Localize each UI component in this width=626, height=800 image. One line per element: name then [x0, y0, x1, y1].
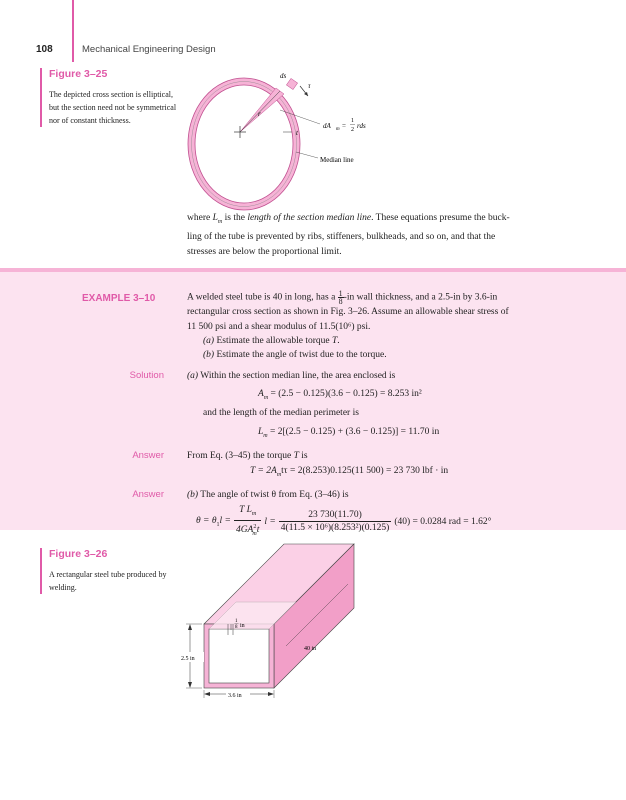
width-arrow-right	[268, 692, 274, 696]
label-t: t	[296, 129, 298, 137]
label-dAm-two: 2	[351, 127, 354, 133]
problem-line-2: rectangular cross section as shown in Fig. 3–26. Assume an allowable shear stress of	[187, 307, 509, 317]
problem-line-3: 11 500 psi and a shear modulus of 11.5(10⁶) psi.	[187, 322, 371, 332]
answer-1-label: Answer	[132, 450, 164, 461]
header-rule	[72, 0, 74, 62]
solution-label: Solution	[129, 370, 164, 381]
width-arrow-left	[204, 692, 210, 696]
figure-3-26-caption: A rectangular steel tube produced by welding.	[49, 570, 167, 592]
element-ds-box	[286, 78, 297, 89]
median-perimeter-text: and the length of the median perimeter is	[203, 408, 359, 418]
thickness-label-den: 8	[235, 625, 238, 630]
paragraph-line-2: ling of the tube is prevented by ribs, stiffeners, bulkheads, and so on, and that the	[187, 231, 496, 242]
problem-part-b: (b) Estimate the angle of twist due to the torque.	[203, 350, 387, 360]
paragraph-line-3: stresses are below the proportional limit.	[187, 246, 342, 257]
equation-Am: $A_m = (2.5 - 0.125)(3.6 - 0.125) = 8.253$ in²	[258, 389, 422, 401]
figure-3-25-diagram	[180, 66, 440, 216]
label-r: r	[258, 110, 261, 118]
equation-torque: $T = 2A_mt\tau = 2(8.253)0.125(11$ 500) = 23 730 lbf · in	[250, 466, 449, 478]
answer-1-text: From Eq. (3–45) the torque T is	[187, 451, 308, 461]
paragraph-line-1: where $L_m$ is the length of the section median line. These equations presume the buck-	[187, 213, 510, 225]
height-arrow-bottom	[188, 682, 192, 688]
figure-3-25-caption-block	[40, 68, 179, 127]
label-median-line: Median line	[320, 156, 354, 164]
equation-Lm: $L_m = 2[(2.5 - 0.125) + (3.6 - 0.125)] = 11.70$ in	[258, 427, 440, 439]
page-number: 108	[36, 44, 53, 55]
problem-part-a: (a) Estimate the allowable torque T.	[203, 336, 340, 346]
label-dAm-eq: =	[342, 122, 346, 130]
figure-3-26-label: Figure 3–26	[49, 548, 108, 560]
equation-twist: $\theta = \theta_1l$ = $\frac{T L_m}{4GA^2_mt}$ l = $\frac{23 730(11.70)}{\text{4(11.5 × 10⁶)(8.253²)(0.125)}}$ (40) = 0.0284 rad = 1.62°	[196, 504, 491, 540]
height-arrow-top	[188, 624, 192, 630]
thickness-label-unit: in	[240, 623, 245, 629]
twist-numeric-fraction: $\frac{23 730(11.70)}{\text{4(11.5 × 10⁶)(8.253²)(0.125)}}$	[280, 510, 390, 534]
solution-part-a-text: (a) Within the section median line, the area enclosed is	[187, 371, 396, 381]
label-ds: ds	[280, 72, 287, 80]
label-dAm-one: 1	[351, 118, 354, 124]
label-tau: τ	[308, 82, 311, 90]
running-head: Mechanical Engineering Design	[82, 44, 216, 55]
section-inner-wall	[195, 85, 293, 203]
tau-arrow-head	[304, 92, 308, 96]
answer-2-text: (b) The angle of twist θ from Eq. (3–46) is	[187, 490, 349, 500]
length-label: 40 in	[304, 646, 317, 652]
problem-line-1: A welded steel tube is 40 in long, has a $\frac{1}{8}$ -in wall thickness, and a 2.5-in by 3.6-in	[187, 289, 498, 306]
example-label: EXAMPLE 3–10	[82, 293, 156, 304]
tube-end-inner	[209, 629, 269, 683]
answer-2-label: Answer	[132, 489, 164, 500]
figure-3-26-diagram	[176, 540, 376, 700]
twist-symbolic-fraction: $\frac{T L_m}{4GA^2_mt}$	[235, 505, 260, 537]
width-label: 3.6 in	[228, 693, 242, 699]
thickness-label-num: 1	[235, 619, 238, 624]
wall-thickness-fraction: $\frac{1}{8}$	[338, 289, 343, 306]
label-dAm-sub: m	[336, 127, 340, 132]
figure-3-25-caption: The depicted cross section is elliptical, but the section need not be symmetrical nor of constant thickness.	[49, 90, 177, 125]
height-label: 2.5 in	[181, 656, 195, 662]
figure-3-26-caption-block	[40, 548, 179, 594]
figure-3-25-label: Figure 3–25	[49, 68, 108, 80]
label-dAm: dA	[323, 122, 331, 130]
paragraph-median-line	[187, 211, 562, 260]
label-rds: rds	[357, 122, 366, 130]
